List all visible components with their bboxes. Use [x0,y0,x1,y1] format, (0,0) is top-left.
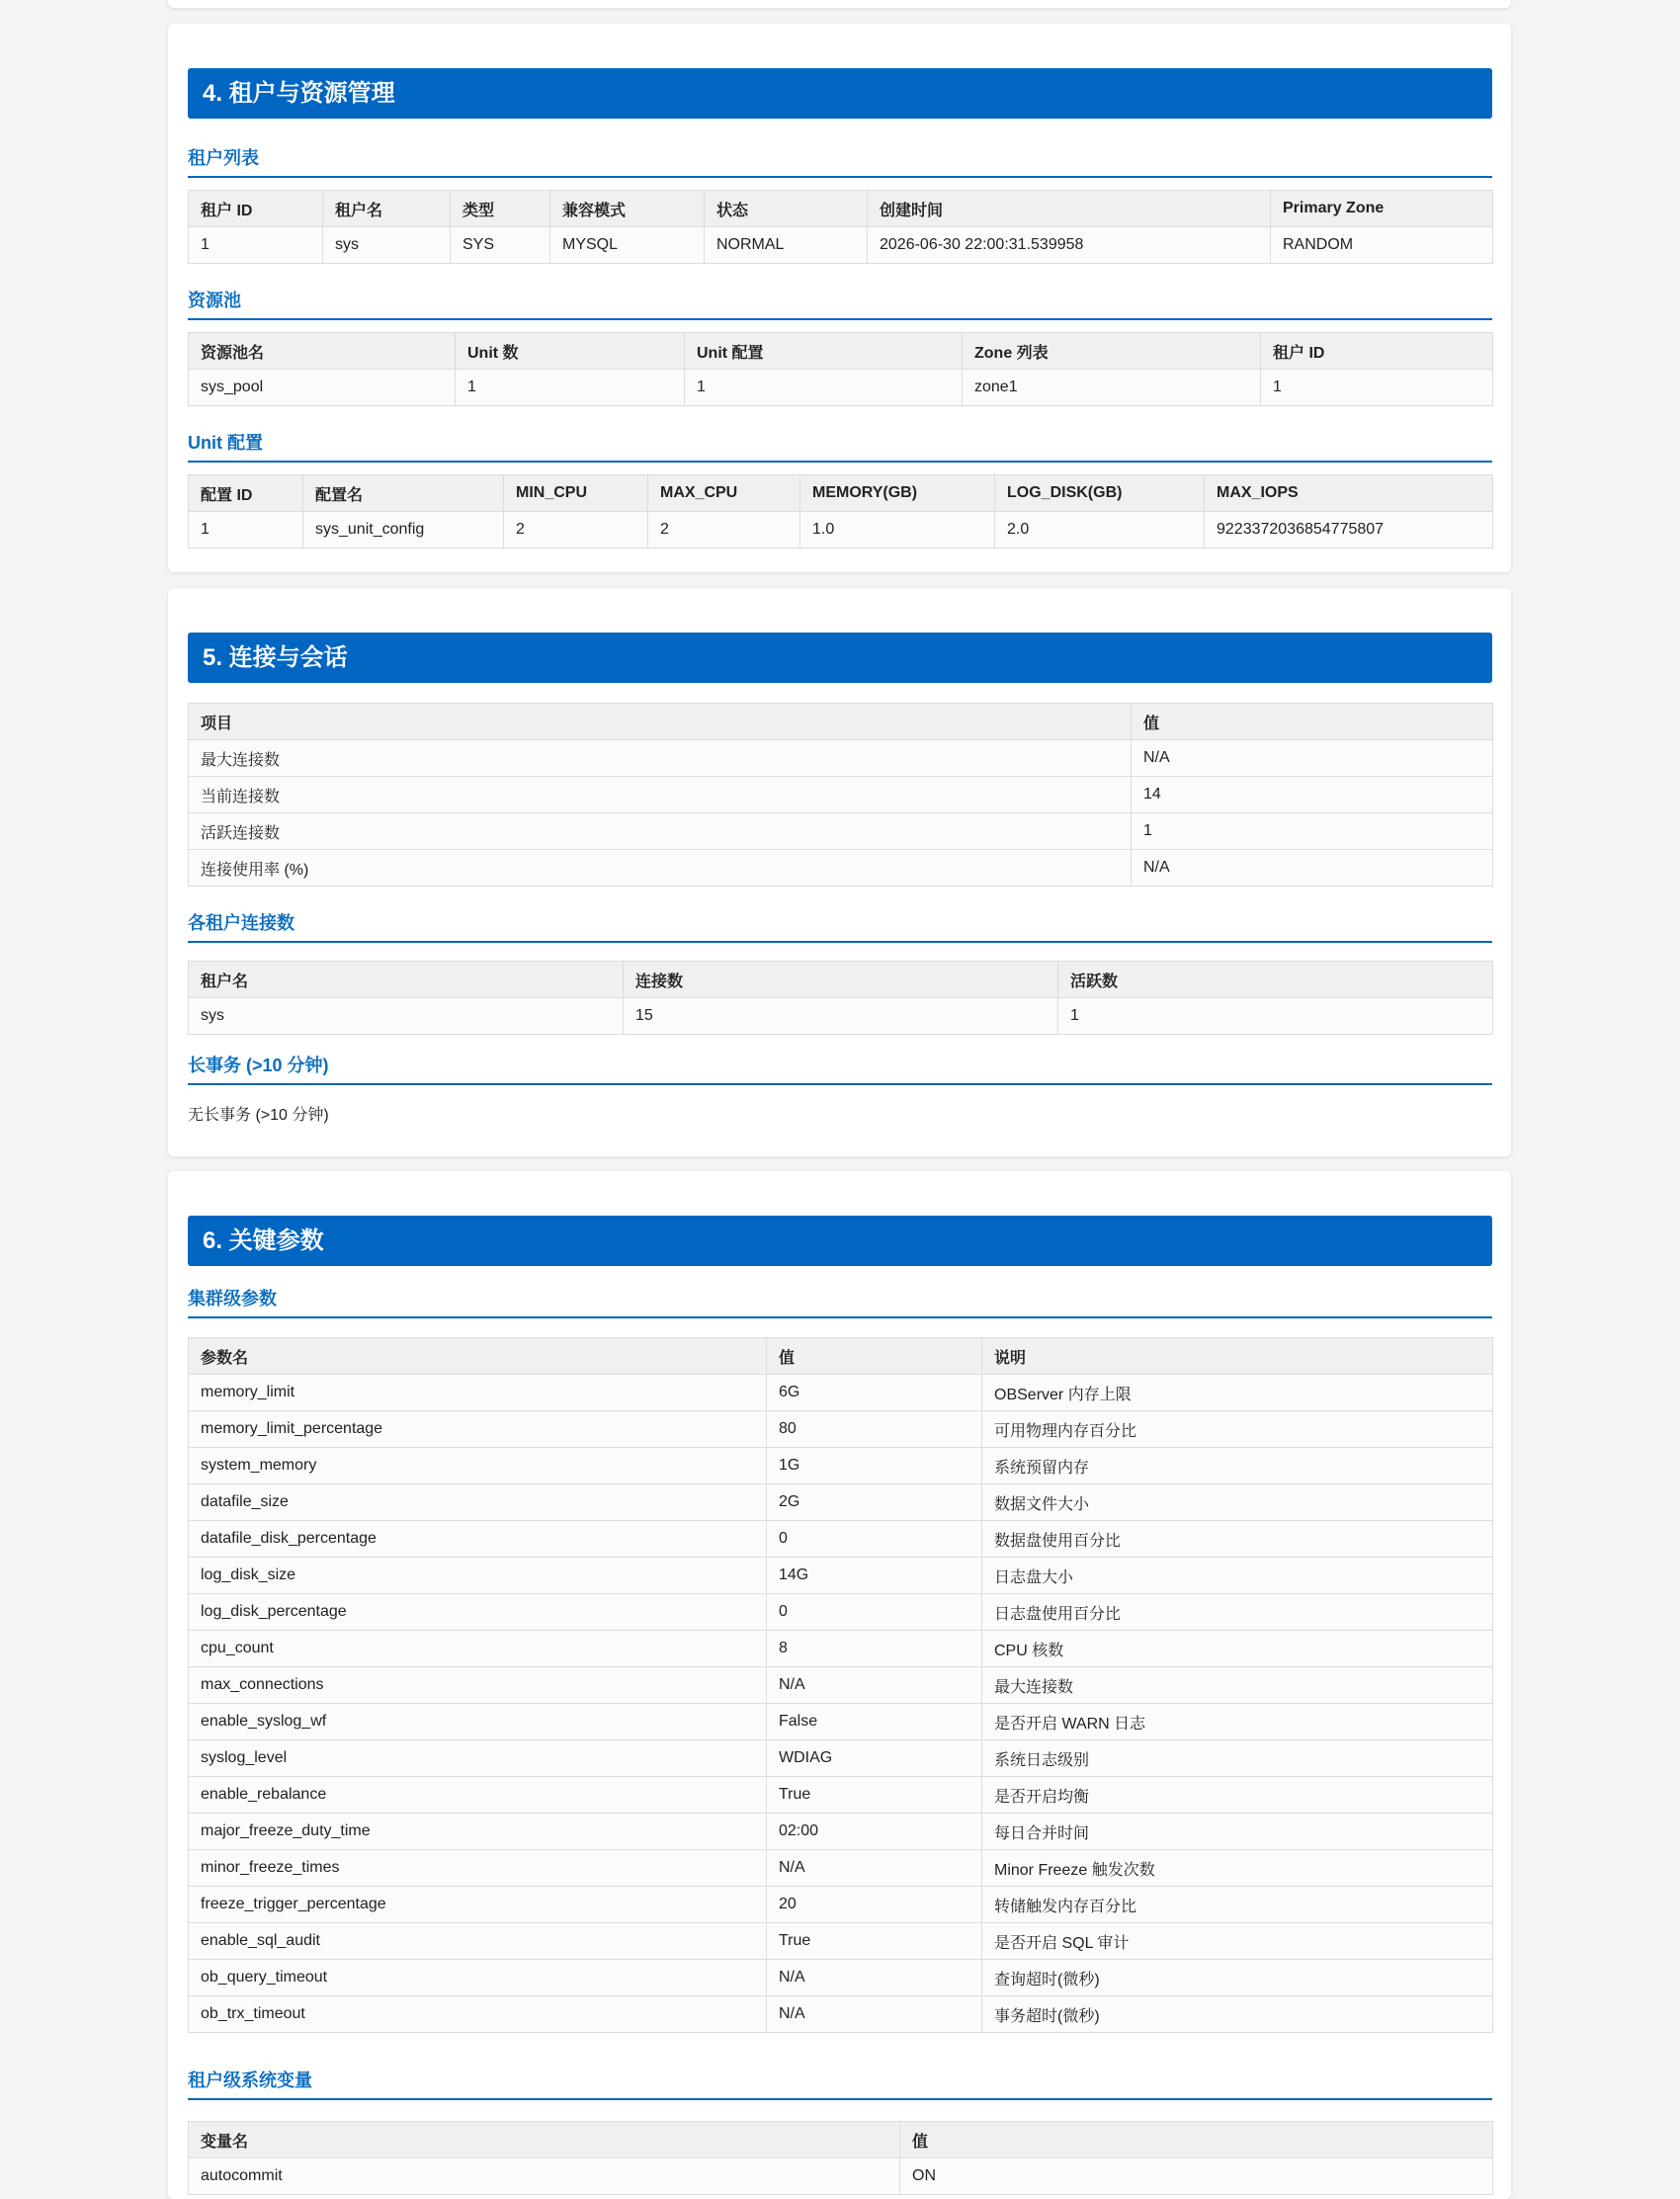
header-cell: 创建时间 [868,191,1271,227]
table-row [189,1777,1493,1814]
cell: datafile_size [189,1484,767,1521]
table-row [189,1740,1493,1777]
cell: 是否开启均衡 [982,1777,1493,1814]
header-cell: 租户名 [189,962,624,998]
table-row [189,1521,1493,1558]
no-long-transactions-text: 无长事务 (>10 分钟) [188,1107,329,1124]
cell: 1 [1058,998,1493,1035]
cell: OBServer 内存上限 [982,1375,1493,1411]
section-connections [168,588,1511,1156]
cell: 80 [767,1411,982,1448]
cell: 8 [767,1631,982,1667]
section-title: 4. 租户与资源管理 [188,68,1492,119]
cell: N/A [767,1996,982,2033]
unit-config-table [188,474,1493,549]
subsection-title: 各租户连接数 [188,909,1492,943]
cell: 查询超时(微秒) [982,1960,1493,1996]
table-header-row [189,2122,1493,2158]
cell: WDIAG [767,1740,982,1777]
cluster-params-table [188,1337,1493,2033]
cell: 最大连接数 [982,1667,1493,1704]
cell: cpu_count [189,1631,767,1667]
table-row [189,2158,1493,2195]
header-cell: 活跃数 [1058,962,1493,998]
header-cell: 连接数 [624,962,1058,998]
table-row [189,370,1493,406]
subsection-title: Unit 配置 [188,429,1492,463]
cell: MYSQL [550,227,705,264]
table-row [189,1814,1493,1850]
cell: major_freeze_duty_time [189,1814,767,1850]
subsection-title: 长事务 (>10 分钟) [188,1052,1492,1085]
cell: sys [189,998,624,1035]
subsection-title: 资源池 [188,287,1492,320]
table-header-row [189,475,1493,512]
cell: 日志盘使用百分比 [982,1594,1493,1631]
cell: sys [323,227,451,264]
cell: 系统预留内存 [982,1448,1493,1484]
cell: 活跃连接数 [189,813,1132,850]
cell: 1 [1261,370,1493,406]
section-tenant-resource [168,24,1511,572]
cell: system_memory [189,1448,767,1484]
table-row [189,1411,1493,1448]
table-row [189,227,1493,264]
header-cell: 值 [767,1338,982,1375]
cell: True [767,1777,982,1814]
table-row [189,1667,1493,1704]
cell: 6G [767,1375,982,1411]
cell: 连接使用率 (%) [189,850,1132,887]
cell: memory_limit_percentage [189,1411,767,1448]
table-row [189,1558,1493,1594]
table-row [189,1375,1493,1411]
cell: enable_sql_audit [189,1923,767,1960]
cell: 14G [767,1558,982,1594]
cell: N/A [767,1850,982,1887]
cell: 1 [1132,813,1493,850]
cell: datafile_disk_percentage [189,1521,767,1558]
cell: enable_rebalance [189,1777,767,1814]
cell: minor_freeze_times [189,1850,767,1887]
table-row [189,1448,1493,1484]
cell: sys_unit_config [303,512,504,549]
cell: Minor Freeze 触发次数 [982,1850,1493,1887]
table-row [189,1484,1493,1521]
resource-pool-table [188,332,1493,406]
table-row [189,850,1493,887]
cell: freeze_trigger_percentage [189,1887,767,1923]
cell: 数据盘使用百分比 [982,1521,1493,1558]
cell: 2 [504,512,648,549]
connection-summary-table [188,703,1493,887]
header-cell: 变量名 [189,2122,900,2158]
tenant-list-table [188,190,1493,264]
section-title: 5. 连接与会话 [188,633,1492,683]
cell: N/A [767,1960,982,1996]
cell: 当前连接数 [189,777,1132,813]
subsection-title: 集群级参数 [188,1285,1492,1318]
cell: ob_trx_timeout [189,1996,767,2033]
header-cell: 值 [900,2122,1493,2158]
table-header-row [189,333,1493,370]
cell: 每日合并时间 [982,1814,1493,1850]
subsection-title: 租户列表 [188,144,1492,178]
cell: 1 [685,370,963,406]
cell: 日志盘大小 [982,1558,1493,1594]
header-cell: 配置名 [303,475,504,512]
header-cell: 状态 [705,191,868,227]
header-cell: 类型 [451,191,550,227]
cell: 1.0 [800,512,995,549]
cell: 事务超时(微秒) [982,1996,1493,2033]
cell: log_disk_percentage [189,1594,767,1631]
cell: 1 [456,370,685,406]
cell: ob_query_timeout [189,1960,767,1996]
tenant-vars-table [188,2121,1493,2195]
table-header-row [189,1338,1493,1375]
subsection-title: 租户级系统变量 [188,2067,1492,2100]
cell: log_disk_size [189,1558,767,1594]
cell: NORMAL [705,227,868,264]
table-row [189,998,1493,1035]
cell: SYS [451,227,550,264]
header-cell: Zone 列表 [963,333,1261,370]
table-row [189,1704,1493,1740]
header-cell: MAX_IOPS [1205,475,1493,512]
header-cell: 租户 ID [189,191,323,227]
section-key-parameters [168,1171,1511,2199]
cell: N/A [1132,850,1493,887]
cell: 2G [767,1484,982,1521]
cell: CPU 核数 [982,1631,1493,1667]
cell: 2.0 [995,512,1205,549]
cell: 数据文件大小 [982,1484,1493,1521]
table-row [189,777,1493,813]
table-header-row [189,704,1493,740]
table-row [189,512,1493,549]
header-cell: 说明 [982,1338,1493,1375]
cell: 2026-06-30 22:00:31.539958 [868,227,1271,264]
header-cell: 租户 ID [1261,333,1493,370]
table-row [189,1960,1493,1996]
cell: 可用物理内存百分比 [982,1411,1493,1448]
table-row [189,1923,1493,1960]
header-cell: 租户名 [323,191,451,227]
cell: N/A [1132,740,1493,777]
header-cell: 配置 ID [189,475,303,512]
header-cell: MAX_CPU [648,475,800,512]
cell: max_connections [189,1667,767,1704]
section-title: 6. 关键参数 [188,1216,1492,1266]
cell: 是否开启 SQL 审计 [982,1923,1493,1960]
cell: zone1 [963,370,1261,406]
table-row [189,813,1493,850]
table-row [189,1594,1493,1631]
tenant-connections-table [188,961,1493,1035]
header-cell: 兼容模式 [550,191,705,227]
cell: 15 [624,998,1058,1035]
header-cell: 参数名 [189,1338,767,1375]
header-cell: 项目 [189,704,1132,740]
cell: 最大连接数 [189,740,1132,777]
header-cell: 资源池名 [189,333,456,370]
cell: 2 [648,512,800,549]
cell: 9223372036854775807 [1205,512,1493,549]
cell: 0 [767,1521,982,1558]
header-cell: 值 [1132,704,1493,740]
cell: False [767,1704,982,1740]
cell: 是否开启 WARN 日志 [982,1704,1493,1740]
table-header-row [189,191,1493,227]
header-cell: Unit 配置 [685,333,963,370]
table-row [189,1996,1493,2033]
cell: 14 [1132,777,1493,813]
cell: 0 [767,1594,982,1631]
cell: 1 [189,512,303,549]
cell: 系统日志级别 [982,1740,1493,1777]
cell: N/A [767,1667,982,1704]
cell: autocommit [189,2158,900,2195]
cell: 1 [189,227,323,264]
cell: memory_limit [189,1375,767,1411]
table-header-row [189,962,1493,998]
cell: syslog_level [189,1740,767,1777]
cell: sys_pool [189,370,456,406]
cell: ON [900,2158,1493,2195]
header-cell: MIN_CPU [504,475,648,512]
table-row [189,1887,1493,1923]
header-cell: LOG_DISK(GB) [995,475,1205,512]
cell: 02:00 [767,1814,982,1850]
header-cell: MEMORY(GB) [800,475,995,512]
table-row [189,1850,1493,1887]
table-row [189,1631,1493,1667]
cell: 20 [767,1887,982,1923]
cell: 1G [767,1448,982,1484]
previous-section-card [168,0,1511,8]
header-cell: Unit 数 [456,333,685,370]
table-row [189,740,1493,777]
cell: True [767,1923,982,1960]
cell: 转储触发内存百分比 [982,1887,1493,1923]
cell: enable_syslog_wf [189,1704,767,1740]
cell: RANDOM [1271,227,1493,264]
header-cell: Primary Zone [1271,191,1493,227]
